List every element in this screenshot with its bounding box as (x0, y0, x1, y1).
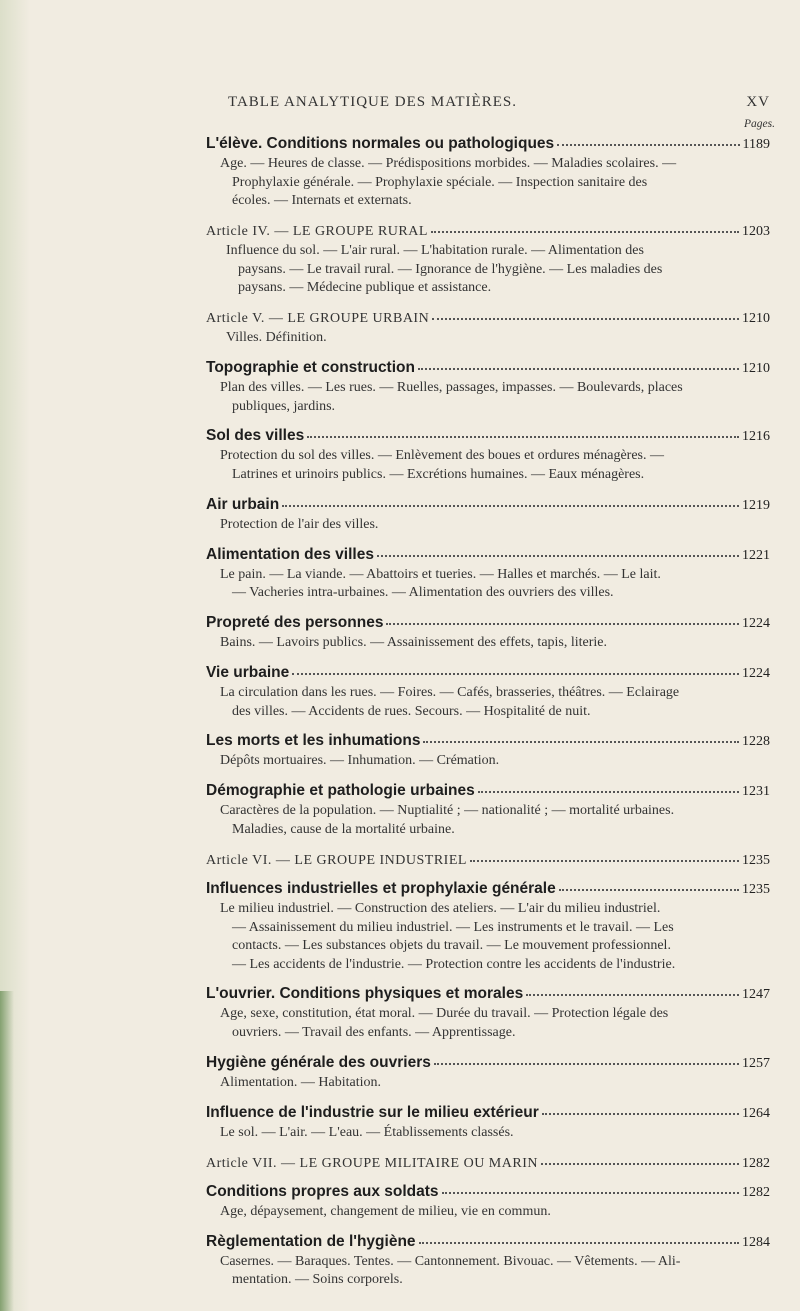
toc-entry-title: Conditions propres aux soldats (206, 1183, 439, 1201)
description-line: Le pain. — La viande. — Abattoirs et tueries. — Halles et marchés. — Le lait. (220, 566, 661, 582)
description-line: Le milieu industriel. — Construction des ateliers. — L'air du milieu industriel. (220, 901, 661, 917)
description-line: Bains. — Lavoirs publics. — Assainissement des effets, tapis, literie. (220, 635, 608, 651)
toc-entry-line (206, 356, 770, 377)
toc-article-entry (206, 306, 770, 348)
toc-entry-line (206, 306, 770, 327)
dot-leader (442, 1178, 739, 1194)
dot-leader (282, 490, 739, 506)
pages-column-label: Pages. (744, 118, 775, 130)
toc-entry-description (220, 516, 770, 535)
description-line: paysans. — Médecine publique et assistance. (238, 280, 492, 296)
toc-entry-title: Hygiène générale des ouvriers (206, 1053, 431, 1071)
toc-entry-page-number: 1282 (742, 1155, 770, 1171)
description-line: — Vacheries intra-urbaines. — Alimentation des ouvriers des villes. (232, 585, 614, 601)
toc-entry-description (220, 566, 770, 603)
dot-leader (526, 980, 739, 996)
toc-section-entry (206, 877, 770, 974)
toc-entry-title: Influences industrielles et prophylaxie générale (206, 880, 556, 898)
toc-entry-line (206, 982, 770, 1003)
toc-entry-page-number: 1224 (742, 666, 770, 682)
toc-entry-line (206, 542, 770, 563)
description-line: des villes. — Accidents de rues. Secours. — Hospitalité de nuit. (232, 703, 591, 719)
page-number-roman: XV (746, 94, 770, 110)
toc-entry-description (220, 1253, 770, 1290)
description-line: — Assainissement du milieu industriel. — Les instruments et le travail. — Les (232, 919, 674, 935)
toc-entry-line (206, 779, 770, 800)
dot-leader (557, 130, 739, 146)
toc-entry-title: Vie urbaine (206, 664, 290, 682)
description-line: Age, dépaysement, changement de milieu, vie en commun. (220, 1204, 551, 1220)
description-line: Dépôts mortuaires. — Inhumation. — Crémation. (220, 753, 500, 769)
toc-entry-description (220, 1074, 770, 1093)
description-line: Plan des villes. — Les rues. — Ruelles, passages, impasses. — Boulevards, places (220, 380, 683, 396)
toc-entry-line (206, 847, 770, 868)
toc-entry-page-number: 1219 (742, 497, 770, 513)
dot-leader (386, 609, 739, 625)
toc-entry-description (220, 684, 770, 721)
toc-entry-page-number: 1247 (742, 987, 770, 1003)
toc-entry-title: L'ouvrier. Conditions physiques et morales (206, 985, 524, 1003)
toc-entry-page-number: 1210 (742, 311, 770, 327)
description-line: La circulation dans les rues. — Foires. — Cafés, brasseries, théâtres. — Eclairage (220, 685, 680, 701)
toc-section-entry (206, 982, 770, 1042)
description-line: Villes. Définition. (226, 330, 327, 346)
toc-entry-line (206, 492, 770, 513)
toc-entry-description (226, 242, 770, 298)
toc-section-entry (206, 424, 770, 484)
toc-entry-title: Sol des villes (206, 427, 305, 445)
description-line: Latrines et urinoirs publics. — Excrétions humaines. — Eaux ménagères. (232, 466, 645, 482)
description-line: Age, sexe, constitution, état moral. — Durée du travail. — Protection légale des (220, 1006, 669, 1022)
toc-entry-description (220, 1005, 770, 1042)
toc-entry-description (220, 802, 770, 839)
toc-section-entry (206, 356, 770, 416)
toc-section-entry (206, 542, 770, 602)
description-line: mentation. — Soins corporels. (232, 1272, 403, 1288)
toc-section-entry (206, 729, 770, 771)
description-line: Caractères de la population. — Nuptialité ; — nationalité ; — mortalité urbaines. (220, 803, 675, 819)
toc-entry-description (220, 900, 770, 974)
toc-entry-line (206, 661, 770, 682)
toc-entry-title: Propreté des personnes (206, 614, 384, 632)
dot-leader (292, 659, 739, 675)
toc-entry-title: Démographie et pathologie urbaines (206, 782, 475, 800)
toc-article-entry (206, 219, 770, 298)
toc-entry-page-number: 1216 (742, 429, 770, 445)
description-line: — Les accidents de l'industrie. — Protection contre les accidents de l'industrie. (232, 956, 676, 972)
toc-entry-title: Air urbain (206, 495, 280, 513)
toc-entry-page-number: 1231 (742, 784, 770, 800)
toc-entry-page-number: 1221 (742, 547, 770, 563)
toc-entry-line (206, 611, 770, 632)
toc-entry-title: Les morts et les inhumations (206, 732, 421, 750)
toc-section-entry (206, 661, 770, 721)
dot-leader (423, 727, 739, 743)
dot-leader (478, 777, 739, 793)
toc-article-entry (206, 847, 770, 868)
toc-entry-page-number: 1228 (742, 734, 770, 750)
toc-entry-title: L'élève. Conditions normales ou pathologiques (206, 135, 555, 153)
dot-leader (377, 540, 739, 556)
dot-leader (434, 1048, 739, 1064)
description-line: contacts. — Les substances objets du travail. — Le mouvement professionnel. (232, 938, 671, 954)
toc-entry-page-number: 1203 (742, 224, 770, 240)
toc-entry-page-number: 1282 (742, 1185, 770, 1201)
toc-entry-title: Article VII. — LE GROUPE MILITAIRE OU MARIN (206, 1155, 538, 1171)
description-line: Influence du sol. — L'air rural. — L'habitation rurale. — Alimentation des (226, 243, 644, 259)
toc-entry-page-number: 1210 (742, 361, 770, 377)
toc-section-entry (206, 1230, 770, 1290)
dot-leader (559, 875, 739, 891)
toc-entry-line (206, 877, 770, 898)
toc-entry-title: Influence de l'industrie sur le milieu extérieur (206, 1103, 539, 1121)
toc-entry-line (206, 729, 770, 750)
dot-leader (542, 1098, 739, 1114)
toc-entry-description (220, 1124, 770, 1143)
toc-article-entry (206, 1150, 770, 1171)
toc-entry-title: Article VI. — LE GROUPE INDUSTRIEL (206, 852, 467, 868)
toc-section-entry (206, 611, 770, 653)
toc-entry-page-number: 1235 (742, 852, 770, 868)
toc-entry-page-number: 1224 (742, 616, 770, 632)
toc-section-entry (206, 1050, 770, 1092)
description-line: Prophylaxie générale. — Prophylaxie spéciale. — Inspection sanitaire des (232, 174, 648, 190)
toc-entry-line (206, 219, 770, 240)
toc-entry-page-number: 1264 (742, 1105, 770, 1121)
running-header (228, 94, 770, 111)
toc-entry-line (206, 424, 770, 445)
toc-entry-title: Article V. — LE GROUPE URBAIN (206, 311, 430, 327)
dot-leader (418, 354, 739, 370)
toc-entry-description (220, 752, 770, 771)
toc-section-entry (206, 1180, 770, 1222)
toc-section-entry (206, 1100, 770, 1142)
description-line: paysans. — Le travail rural. — Ignorance de l'hygiène. — Les maladies des (238, 261, 663, 277)
toc-entry-page-number: 1257 (742, 1055, 770, 1071)
toc-entry-page-number: 1235 (742, 882, 770, 898)
toc-entry-line (206, 1180, 770, 1201)
page-edge-stain (0, 991, 14, 1311)
description-line: Alimentation. — Habitation. (220, 1074, 381, 1090)
description-line: Casernes. — Baraques. Tentes. — Cantonnement. Bivouac. — Vêtements. — Ali- (220, 1253, 681, 1269)
description-line: Protection du sol des villes. — Enlèvement des boues et ordures ménagères. — (220, 448, 665, 464)
toc-entry-line (206, 1150, 770, 1171)
toc-entry-line (206, 1230, 770, 1251)
toc-entry-description (220, 155, 770, 211)
toc-entry-line (206, 132, 770, 153)
toc-entry-line (206, 1100, 770, 1121)
toc-entry-page-number: 1284 (742, 1234, 770, 1250)
dot-leader (432, 304, 739, 320)
description-line: Protection de l'air des villes. (220, 516, 379, 532)
toc-section-entry (206, 492, 770, 534)
dot-leader (431, 217, 739, 233)
description-line: ouvriers. — Travail des enfants. — Apprentissage. (232, 1024, 516, 1040)
toc-entry-line (206, 1050, 770, 1071)
toc-entry-title: Topographie et construction (206, 359, 415, 377)
toc-entry-description (220, 379, 770, 416)
dot-leader (470, 845, 739, 861)
toc-entry-page-number: 1189 (742, 137, 770, 153)
toc-entry-description (220, 447, 770, 484)
toc-entry-description (220, 634, 770, 653)
toc-section-entry (206, 132, 770, 211)
toc-entry-title: Règlementation de l'hygiène (206, 1232, 416, 1250)
toc-section-entry (206, 779, 770, 839)
toc-entry-title: Alimentation des villes (206, 545, 374, 563)
description-line: Age. — Heures de classe. — Prédispositions morbides. — Maladies scolaires. — (220, 156, 677, 172)
dot-leader (419, 1228, 739, 1244)
description-line: Le sol. — L'air. — L'eau. — Établissements classés. (220, 1124, 514, 1140)
description-line: publiques, jardins. (232, 398, 336, 414)
dot-leader (541, 1148, 739, 1164)
running-header-title: TABLE ANALYTIQUE DES MATIÈRES. (228, 94, 517, 110)
dot-leader (307, 422, 739, 438)
description-line: Maladies, cause de la mortalité urbaine. (232, 821, 455, 837)
description-line: écoles. — Internats et externats. (232, 193, 412, 209)
toc-entry-description (226, 329, 770, 348)
toc-entry-description (220, 1203, 770, 1222)
table-of-contents (206, 132, 770, 1298)
toc-entry-title: Article IV. — LE GROUPE RURAL (206, 224, 428, 240)
